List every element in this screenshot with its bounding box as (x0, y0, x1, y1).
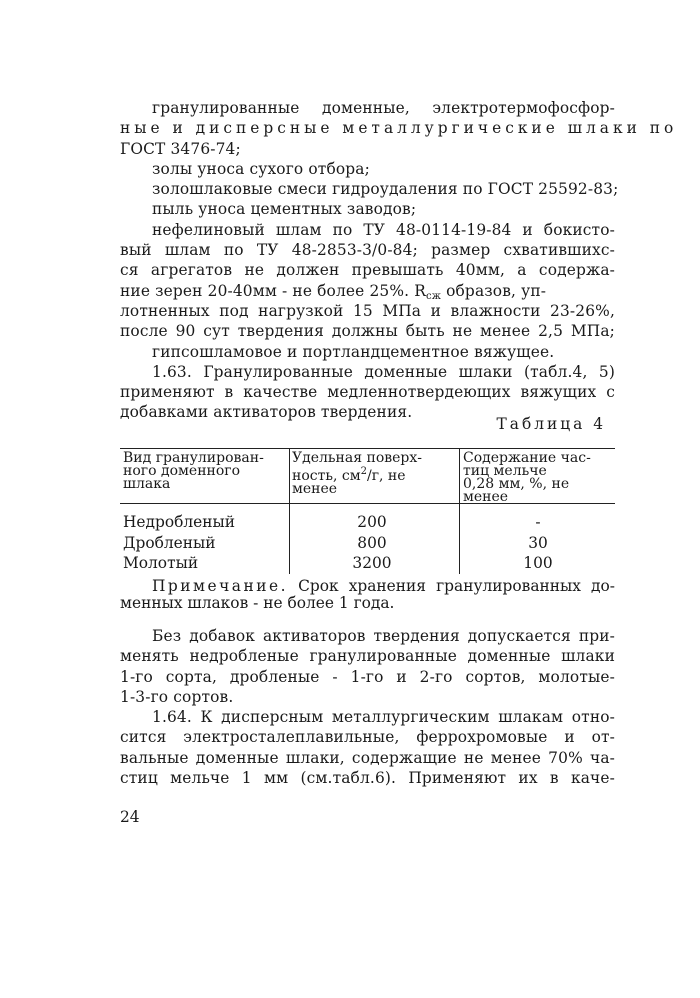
page-number: 24 (120, 808, 140, 826)
rsj-symbol: R (414, 281, 426, 300)
column-divider (459, 504, 460, 574)
cell-type: Дробленый (123, 533, 216, 552)
column-divider (459, 449, 460, 503)
header-line: Содержание час- (463, 450, 591, 466)
text-line: сится электросталеплавильные, феррохромовые и от- (120, 728, 615, 747)
header-line: шлака (123, 476, 171, 492)
rsj-subscript: сж (425, 290, 442, 302)
cell-surface: 800 (357, 533, 387, 552)
table-row (120, 512, 615, 533)
text-line: 1.64. К дисперсным металлургическим шлакам отно- (152, 708, 615, 727)
header-cell-type (123, 452, 285, 491)
text-line: Без добавок активаторов твердения допускается при- (152, 627, 615, 645)
list-item: золошлаковые смеси гидроудаления по ГОСТ 25592-83; (152, 180, 619, 199)
column-divider (289, 449, 290, 503)
header-line: Вид гранулирован- (123, 450, 264, 466)
text-line: гипсошламовое и портландцементное вяжущее. (152, 342, 555, 361)
text-line: нефелиновый шлам по ТУ 48-0114-19-84 и бокисто- (152, 220, 615, 239)
cell-type: Недробленый (123, 513, 236, 531)
note-line: менных шлаков - не более 1 года. (120, 593, 395, 612)
table-note (120, 578, 615, 611)
text-line: лотненных под нагрузкой 15 МПа и влажности 23-26%, (120, 301, 615, 320)
note-label: Примечание. (152, 577, 288, 595)
header-line: ного доменного (123, 463, 241, 479)
text-line: вый шлам по ТУ 48-2853-3/0-84; размер схватившихс- (120, 241, 615, 260)
cell-type: Молотый (123, 554, 199, 572)
text-fragment: образов, уп- (441, 281, 547, 300)
text-fragment: ние зерен 20-40мм - не более 25%. (120, 281, 410, 300)
text-line: после 90 сут твердения должны быть не менее 2,5 МПа; (120, 322, 615, 341)
text-line: менять недробленые гранулированные доменные шлаки (120, 647, 615, 666)
text-line: гранулированные доменные, электротермофосфор- (152, 99, 615, 117)
text-line: 1-3-го сортов. (120, 687, 234, 706)
header-line: менее (463, 489, 509, 505)
cell-content: 100 (523, 554, 553, 572)
column-divider (289, 504, 290, 574)
cell-surface: 3200 (352, 554, 392, 572)
text-line: стиц мельче 1 мм (см.табл.6). Применяют их в каче- (120, 769, 615, 788)
header-line: Удельная поверх- (292, 450, 423, 466)
text-line: ся агрегатов не должен превышать 40мм, а содержа- (120, 261, 615, 280)
header-cell-surface (292, 452, 452, 496)
table-body (120, 504, 615, 586)
text-line: вальные доменные шлаки, содержащие не менее 70% ча- (120, 748, 615, 767)
table-4 (120, 448, 615, 586)
cell-content: 30 (528, 533, 548, 552)
text-line: 1-го сорта, дробленые - 1-го и 2-го сортов, молотые- (120, 667, 615, 686)
text-line: 1.63. Гранулированные доменные шлаки (табл.4, 5) (152, 362, 615, 381)
note-text: Срок хранения гранулированных до- (287, 577, 615, 595)
list-item: золы уноса сухого отбора; (152, 159, 370, 178)
header-line: 0,28 мм, %, не (463, 476, 570, 492)
cell-surface: 200 (357, 513, 387, 531)
text-line-rsj (120, 281, 615, 301)
header-fragment: ность, см (292, 468, 361, 484)
table-caption: Таблица 4 (496, 415, 606, 433)
text-line: ные и дисперсные металлургические шлаки по (120, 119, 678, 138)
superscript: 2 (360, 466, 367, 477)
table-row (120, 533, 615, 554)
header-fragment: /г, не (366, 468, 406, 484)
text-line: добавками активаторов твердения. (120, 403, 413, 422)
text-block-lower (120, 626, 615, 788)
text-block-upper (120, 98, 678, 423)
table-row (120, 553, 615, 574)
text-line: ГОСТ 3476-74; (120, 139, 241, 158)
header-line: менее (292, 481, 338, 497)
list-item: пыль уноса цементных заводов; (152, 200, 417, 219)
note-line (120, 578, 615, 595)
table-header (120, 448, 615, 504)
header-line: тиц мельче (463, 463, 547, 479)
cell-content: - (535, 513, 541, 531)
text-line: применяют в качестве медленнотвердеющих вяжущих с (120, 383, 615, 402)
header-cell-content (463, 452, 613, 504)
